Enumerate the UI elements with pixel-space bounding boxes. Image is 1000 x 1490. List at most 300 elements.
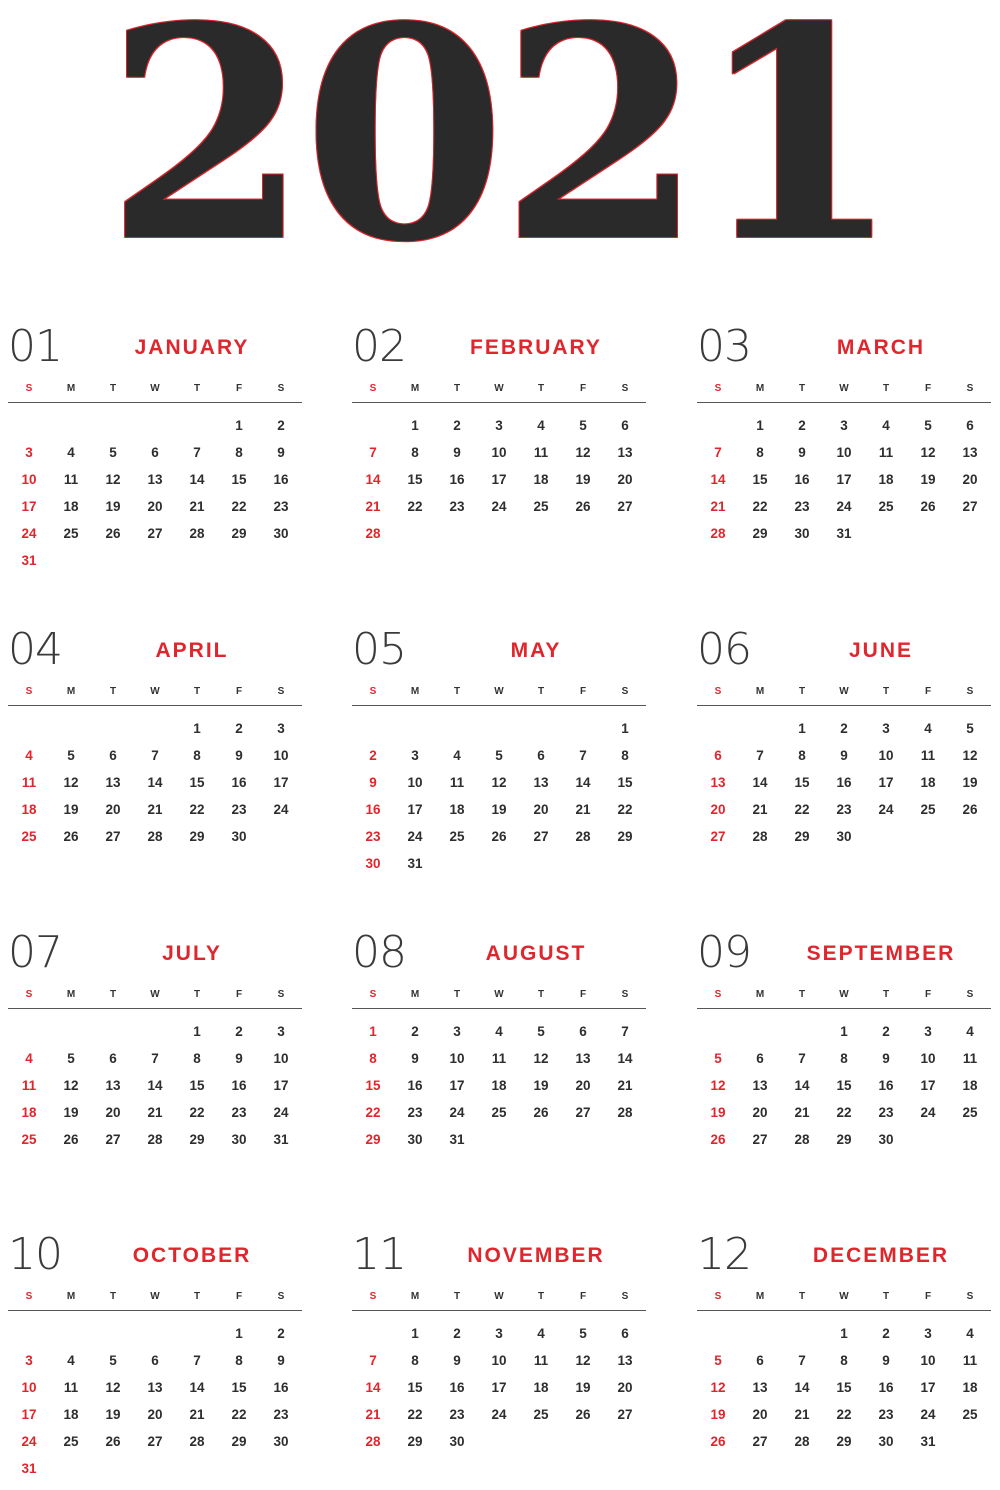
weekday-label: T xyxy=(537,686,545,697)
day-cell: 12 xyxy=(105,472,121,487)
day-cell: 9 xyxy=(369,775,377,790)
weekday-label: T xyxy=(109,383,117,394)
day-cell: 22 xyxy=(231,499,247,514)
day-cell: 2 xyxy=(277,1326,285,1341)
day-cell: 24 xyxy=(491,1407,507,1422)
day-cell: 31 xyxy=(920,1434,936,1449)
day-cell: 4 xyxy=(25,748,33,763)
day-cell: 18 xyxy=(21,1105,37,1120)
day-cell: 14 xyxy=(365,1380,381,1395)
day-cell: 21 xyxy=(147,1105,163,1120)
day-cell: 9 xyxy=(277,1353,285,1368)
day-cell: 30 xyxy=(878,1434,894,1449)
empty-cell xyxy=(520,715,562,742)
day-cell: 6 xyxy=(109,1051,117,1066)
month-name: FEBRUARY xyxy=(470,336,602,359)
day-cell: 15 xyxy=(231,472,247,487)
day-cell: 9 xyxy=(235,748,243,763)
weekday-label: F xyxy=(235,989,243,1000)
day-cell: 2 xyxy=(369,748,377,763)
day-cell: 31 xyxy=(449,1132,465,1147)
day-cell: 15 xyxy=(407,472,423,487)
day-cell: 18 xyxy=(962,1380,978,1395)
weekday-label: S xyxy=(966,1291,974,1302)
day-cell: 8 xyxy=(621,748,629,763)
month-march xyxy=(697,322,997,582)
day-cell: 4 xyxy=(67,1353,75,1368)
day-cell: 29 xyxy=(365,1132,381,1147)
month-number: 12 xyxy=(697,1229,751,1280)
day-cell: 18 xyxy=(491,1078,507,1093)
empty-cell xyxy=(8,412,50,439)
weekday-label: T xyxy=(882,1291,890,1302)
day-cell: 8 xyxy=(798,748,806,763)
day-cell: 24 xyxy=(878,802,894,817)
empty-cell xyxy=(478,715,520,742)
day-cell: 25 xyxy=(962,1105,978,1120)
day-cell: 23 xyxy=(836,802,852,817)
day-cell: 6 xyxy=(966,418,974,433)
weekday-label: M xyxy=(410,383,420,394)
day-cell: 22 xyxy=(407,499,423,514)
weekday-label: S xyxy=(277,1291,285,1302)
empty-cell xyxy=(50,1320,92,1347)
day-cell: 20 xyxy=(147,499,163,514)
day-cell: 1 xyxy=(235,1326,243,1341)
empty-cell xyxy=(176,1320,218,1347)
month-september xyxy=(697,928,997,1188)
day-cell: 6 xyxy=(151,1353,159,1368)
day-cell: 21 xyxy=(794,1407,810,1422)
day-cell: 23 xyxy=(878,1407,894,1422)
day-cell: 22 xyxy=(189,802,205,817)
day-cell: 27 xyxy=(962,499,978,514)
weekday-header xyxy=(352,1288,646,1311)
day-cell: 3 xyxy=(882,721,890,736)
day-cell: 16 xyxy=(794,472,810,487)
day-cell: 24 xyxy=(920,1407,936,1422)
day-cell: 15 xyxy=(794,775,810,790)
day-cell: 13 xyxy=(105,775,121,790)
day-cell: 15 xyxy=(407,1380,423,1395)
month-number: 07 xyxy=(8,927,62,978)
month-january xyxy=(8,322,308,582)
day-cell: 31 xyxy=(407,856,423,871)
day-cell: 3 xyxy=(25,1353,33,1368)
day-cell: 28 xyxy=(710,526,726,541)
empty-cell xyxy=(8,1018,50,1045)
day-cell: 16 xyxy=(449,1380,465,1395)
weekday-label: W xyxy=(839,686,849,697)
weekday-header xyxy=(8,986,302,1009)
day-cell: 16 xyxy=(878,1078,894,1093)
day-cell: 7 xyxy=(193,445,201,460)
weekday-label: M xyxy=(410,989,420,1000)
day-cell: 10 xyxy=(836,445,852,460)
day-cell: 24 xyxy=(491,499,507,514)
weekday-label: T xyxy=(537,1291,545,1302)
weekday-label: T xyxy=(798,1291,806,1302)
weekday-label: S xyxy=(621,1291,629,1302)
day-cell: 7 xyxy=(798,1051,806,1066)
empty-cell xyxy=(781,1018,823,1045)
day-cell: 9 xyxy=(277,445,285,460)
day-cell: 1 xyxy=(411,1326,419,1341)
weekday-label: W xyxy=(839,1291,849,1302)
day-cell: 20 xyxy=(752,1105,768,1120)
day-cell: 11 xyxy=(533,445,549,460)
day-cell: 16 xyxy=(231,775,247,790)
day-cell: 19 xyxy=(962,775,978,790)
day-cell: 14 xyxy=(794,1380,810,1395)
day-cell: 12 xyxy=(63,775,79,790)
month-july xyxy=(8,928,308,1188)
weekday-label: W xyxy=(494,1291,504,1302)
day-cell: 29 xyxy=(752,526,768,541)
day-cell: 17 xyxy=(836,472,852,487)
day-cell: 16 xyxy=(273,1380,289,1395)
day-cell: 22 xyxy=(365,1105,381,1120)
day-cell: 17 xyxy=(920,1078,936,1093)
day-cell: 27 xyxy=(533,829,549,844)
weekday-label: T xyxy=(537,383,545,394)
weekday-label: M xyxy=(410,1291,420,1302)
day-cell: 9 xyxy=(453,445,461,460)
day-cell: 16 xyxy=(407,1078,423,1093)
day-cell: 8 xyxy=(235,445,243,460)
weekday-label: S xyxy=(966,686,974,697)
month-number: 04 xyxy=(8,624,62,675)
day-cell: 30 xyxy=(449,1434,465,1449)
month-number: 06 xyxy=(697,624,751,675)
day-cell: 30 xyxy=(794,526,810,541)
day-cell: 15 xyxy=(752,472,768,487)
day-cell: 6 xyxy=(621,418,629,433)
day-cell: 14 xyxy=(365,472,381,487)
empty-cell xyxy=(8,715,50,742)
day-cell: 5 xyxy=(579,1326,587,1341)
day-cell: 23 xyxy=(449,499,465,514)
day-cell: 29 xyxy=(407,1434,423,1449)
day-cell: 2 xyxy=(453,418,461,433)
day-cell: 20 xyxy=(710,802,726,817)
day-cell: 25 xyxy=(533,499,549,514)
day-cell: 20 xyxy=(147,1407,163,1422)
weekday-label: F xyxy=(924,989,932,1000)
month-name: JANUARY xyxy=(134,336,250,359)
month-april xyxy=(8,625,308,885)
month-name: OCTOBER xyxy=(132,1244,252,1267)
weekday-label: T xyxy=(882,383,890,394)
day-cell: 28 xyxy=(365,526,381,541)
day-cell: 13 xyxy=(575,1051,591,1066)
day-cell: 27 xyxy=(147,1434,163,1449)
empty-cell xyxy=(739,1018,781,1045)
weekday-label: S xyxy=(714,989,722,1000)
day-cell: 10 xyxy=(407,775,423,790)
day-cell: 5 xyxy=(924,418,932,433)
day-cell: 22 xyxy=(189,1105,205,1120)
day-cell: 13 xyxy=(962,445,978,460)
day-grid xyxy=(8,412,302,574)
day-cell: 12 xyxy=(575,1353,591,1368)
empty-cell xyxy=(697,1320,739,1347)
day-cell: 7 xyxy=(193,1353,201,1368)
day-cell: 9 xyxy=(798,445,806,460)
weekday-label: S xyxy=(966,989,974,1000)
day-cell: 14 xyxy=(794,1078,810,1093)
day-cell: 15 xyxy=(189,1078,205,1093)
day-cell: 11 xyxy=(63,472,79,487)
day-cell: 25 xyxy=(449,829,465,844)
day-cell: 7 xyxy=(798,1353,806,1368)
day-cell: 13 xyxy=(752,1078,768,1093)
day-cell: 28 xyxy=(794,1132,810,1147)
weekday-label: S xyxy=(369,1291,377,1302)
weekday-label: W xyxy=(839,383,849,394)
day-cell: 15 xyxy=(836,1078,852,1093)
empty-cell xyxy=(134,1320,176,1347)
day-cell: 2 xyxy=(840,721,848,736)
day-cell: 10 xyxy=(21,1380,37,1395)
weekday-label: S xyxy=(369,989,377,1000)
day-cell: 13 xyxy=(617,445,633,460)
weekday-header xyxy=(697,380,991,403)
day-cell: 29 xyxy=(189,1132,205,1147)
weekday-header xyxy=(8,380,302,403)
day-cell: 27 xyxy=(575,1105,591,1120)
weekday-label: T xyxy=(798,989,806,1000)
weekday-label: M xyxy=(410,686,420,697)
day-cell: 23 xyxy=(794,499,810,514)
empty-cell xyxy=(352,715,394,742)
weekday-label: W xyxy=(150,383,160,394)
day-grid xyxy=(8,1018,302,1153)
empty-cell xyxy=(739,715,781,742)
weekday-label: F xyxy=(235,383,243,394)
day-cell: 24 xyxy=(273,1105,289,1120)
day-cell: 21 xyxy=(147,802,163,817)
weekday-label: T xyxy=(193,383,201,394)
month-november xyxy=(352,1230,652,1490)
weekday-label: M xyxy=(755,1291,765,1302)
day-cell: 13 xyxy=(533,775,549,790)
day-cell: 28 xyxy=(617,1105,633,1120)
month-august xyxy=(352,928,652,1188)
day-cell: 16 xyxy=(836,775,852,790)
weekday-label: S xyxy=(25,989,33,1000)
day-cell: 26 xyxy=(491,829,507,844)
weekday-header xyxy=(8,683,302,706)
day-cell: 29 xyxy=(189,829,205,844)
day-cell: 7 xyxy=(369,1353,377,1368)
day-cell: 6 xyxy=(537,748,545,763)
day-cell: 13 xyxy=(147,1380,163,1395)
day-cell: 24 xyxy=(273,802,289,817)
month-number: 10 xyxy=(8,1229,62,1280)
empty-cell xyxy=(697,1018,739,1045)
weekday-label: T xyxy=(453,1291,461,1302)
day-cell: 17 xyxy=(920,1380,936,1395)
day-cell: 19 xyxy=(105,499,121,514)
day-cell: 27 xyxy=(105,1132,121,1147)
day-cell: 18 xyxy=(920,775,936,790)
day-cell: 26 xyxy=(105,526,121,541)
day-cell: 5 xyxy=(109,1353,117,1368)
day-cell: 23 xyxy=(365,829,381,844)
day-cell: 4 xyxy=(882,418,890,433)
day-cell: 15 xyxy=(365,1078,381,1093)
month-name: MARCH xyxy=(836,336,926,359)
day-cell: 13 xyxy=(147,472,163,487)
weekday-label: T xyxy=(193,1291,201,1302)
day-cell: 3 xyxy=(25,445,33,460)
day-cell: 21 xyxy=(752,802,768,817)
day-cell: 1 xyxy=(411,418,419,433)
day-cell: 10 xyxy=(878,748,894,763)
day-cell: 20 xyxy=(752,1407,768,1422)
day-cell: 2 xyxy=(882,1326,890,1341)
month-name: MAY xyxy=(510,639,562,662)
day-cell: 26 xyxy=(962,802,978,817)
day-cell: 9 xyxy=(453,1353,461,1368)
day-cell: 3 xyxy=(840,418,848,433)
day-cell: 2 xyxy=(882,1024,890,1039)
day-cell: 23 xyxy=(273,499,289,514)
weekday-label: S xyxy=(369,383,377,394)
day-cell: 10 xyxy=(920,1051,936,1066)
day-cell: 11 xyxy=(21,1078,37,1093)
day-cell: 25 xyxy=(878,499,894,514)
day-cell: 5 xyxy=(714,1353,722,1368)
day-cell: 12 xyxy=(710,1380,726,1395)
month-number: 11 xyxy=(352,1229,406,1280)
day-cell: 7 xyxy=(756,748,764,763)
day-cell: 6 xyxy=(109,748,117,763)
day-cell: 8 xyxy=(193,748,201,763)
day-cell: 5 xyxy=(67,748,75,763)
day-cell: 12 xyxy=(63,1078,79,1093)
weekday-header xyxy=(352,380,646,403)
month-name: APRIL xyxy=(155,639,229,662)
day-cell: 7 xyxy=(621,1024,629,1039)
empty-cell xyxy=(92,715,134,742)
month-october xyxy=(8,1230,308,1490)
weekday-label: S xyxy=(25,686,33,697)
day-cell: 20 xyxy=(105,1105,121,1120)
weekday-label: S xyxy=(277,383,285,394)
day-cell: 25 xyxy=(962,1407,978,1422)
day-cell: 4 xyxy=(453,748,461,763)
day-cell: 21 xyxy=(710,499,726,514)
day-cell: 23 xyxy=(231,802,247,817)
month-number: 08 xyxy=(352,927,406,978)
weekday-label: T xyxy=(537,989,545,1000)
day-cell: 23 xyxy=(878,1105,894,1120)
day-grid xyxy=(8,1320,302,1482)
empty-cell xyxy=(176,412,218,439)
day-cell: 12 xyxy=(920,445,936,460)
weekday-label: F xyxy=(924,686,932,697)
day-cell: 25 xyxy=(920,802,936,817)
day-cell: 4 xyxy=(966,1024,974,1039)
day-cell: 18 xyxy=(449,802,465,817)
day-cell: 26 xyxy=(63,1132,79,1147)
day-cell: 25 xyxy=(533,1407,549,1422)
day-cell: 1 xyxy=(798,721,806,736)
weekday-label: W xyxy=(494,989,504,1000)
day-cell: 10 xyxy=(273,748,289,763)
weekday-label: S xyxy=(621,686,629,697)
day-cell: 8 xyxy=(411,445,419,460)
day-cell: 31 xyxy=(273,1132,289,1147)
day-cell: 18 xyxy=(63,499,79,514)
weekday-label: T xyxy=(193,989,201,1000)
day-cell: 5 xyxy=(579,418,587,433)
day-cell: 8 xyxy=(840,1051,848,1066)
day-grid xyxy=(352,412,646,547)
day-cell: 23 xyxy=(273,1407,289,1422)
day-cell: 28 xyxy=(147,1132,163,1147)
day-cell: 6 xyxy=(151,445,159,460)
weekday-label: S xyxy=(25,383,33,394)
day-cell: 29 xyxy=(836,1434,852,1449)
day-cell: 22 xyxy=(836,1407,852,1422)
day-cell: 12 xyxy=(962,748,978,763)
day-cell: 8 xyxy=(411,1353,419,1368)
day-cell: 22 xyxy=(617,802,633,817)
empty-cell xyxy=(394,715,436,742)
day-grid xyxy=(697,1018,991,1153)
day-cell: 23 xyxy=(407,1105,423,1120)
day-cell: 18 xyxy=(878,472,894,487)
weekday-label: W xyxy=(150,1291,160,1302)
weekday-label: F xyxy=(579,383,587,394)
day-cell: 14 xyxy=(189,472,205,487)
weekday-label: T xyxy=(453,383,461,394)
day-cell: 2 xyxy=(798,418,806,433)
day-cell: 24 xyxy=(449,1105,465,1120)
day-cell: 17 xyxy=(491,1380,507,1395)
day-cell: 17 xyxy=(273,775,289,790)
day-cell: 1 xyxy=(369,1024,377,1039)
day-cell: 19 xyxy=(575,472,591,487)
day-cell: 23 xyxy=(231,1105,247,1120)
empty-cell xyxy=(562,715,604,742)
empty-cell xyxy=(134,1018,176,1045)
day-cell: 3 xyxy=(411,748,419,763)
day-cell: 14 xyxy=(752,775,768,790)
day-grid xyxy=(8,715,302,850)
day-cell: 11 xyxy=(533,1353,549,1368)
day-cell: 19 xyxy=(710,1105,726,1120)
weekday-label: T xyxy=(193,686,201,697)
day-cell: 14 xyxy=(147,1078,163,1093)
day-cell: 18 xyxy=(21,802,37,817)
day-cell: 22 xyxy=(231,1407,247,1422)
weekday-label: M xyxy=(66,989,76,1000)
day-cell: 18 xyxy=(533,472,549,487)
day-cell: 26 xyxy=(63,829,79,844)
day-cell: 21 xyxy=(794,1105,810,1120)
day-cell: 1 xyxy=(621,721,629,736)
day-cell: 28 xyxy=(794,1434,810,1449)
day-cell: 10 xyxy=(491,445,507,460)
day-cell: 2 xyxy=(277,418,285,433)
day-cell: 16 xyxy=(273,472,289,487)
month-name: JULY xyxy=(162,942,222,965)
weekday-label: S xyxy=(25,1291,33,1302)
